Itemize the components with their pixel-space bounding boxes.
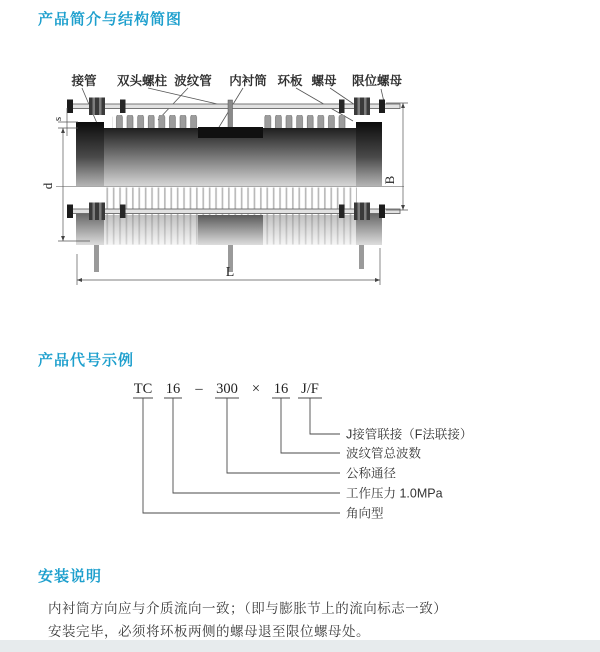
lower-middle-band: [198, 215, 263, 245]
stud-top-left: [120, 100, 126, 114]
center-stud-top: [228, 100, 233, 130]
dim-label-d: d: [40, 182, 55, 190]
inner-sleeve-band: [198, 127, 263, 138]
code-callout-lines: [133, 398, 340, 513]
code-token-conn: J/F: [301, 381, 319, 397]
code-token-waves: 16: [273, 381, 289, 397]
desc-wave-count: 波纹管总波数: [346, 446, 422, 461]
code-token-dash: –: [195, 381, 203, 397]
label-luomu: 螺母: [311, 74, 337, 88]
structure-diagram: [40, 58, 450, 300]
code-descriptions: [346, 427, 472, 521]
code-token-type: TC: [133, 381, 153, 397]
hanging-stud-left: [94, 245, 99, 272]
page-bottom-strip: [0, 640, 600, 652]
dim-label-s: s: [52, 116, 64, 122]
nut-top-left-outer: [67, 100, 73, 114]
label-jieguan: 接管: [71, 74, 97, 88]
section-title-code: 产品代号示例: [38, 352, 135, 369]
main-body: [76, 122, 382, 186]
desc-pressure: 工作压力 1.0MPa: [346, 486, 443, 501]
nut-block-top-left: [89, 98, 105, 116]
code-tokens: [134, 381, 319, 397]
section-title-install: 安装说明: [38, 568, 103, 585]
product-code-diagram: [0, 376, 600, 528]
label-xianweiluomu: 限位螺母: [351, 74, 403, 88]
label-shuangtouluozhu: 双头螺柱: [116, 74, 168, 88]
dim-B: [386, 103, 408, 210]
tie-rod-bottom: [70, 209, 400, 214]
desc-connection: J接管联接（F法联接）: [346, 427, 473, 442]
desc-type: 角向型: [346, 506, 384, 521]
end-cap-right: [356, 122, 382, 186]
part-labels: [70, 73, 402, 88]
label-neichentong: 内衬筒: [229, 74, 267, 88]
dim-label-B: B: [382, 175, 397, 185]
label-huanban: 环板: [277, 74, 303, 88]
ring-plate-top-right: [339, 100, 345, 114]
dim-label-L: L: [225, 265, 235, 280]
code-token-times: ×: [251, 381, 261, 397]
tie-rod-top: [67, 98, 400, 116]
code-token-dn: 300: [216, 381, 238, 397]
hanging-stud-right: [359, 245, 364, 269]
end-cap-left: [76, 122, 104, 186]
code-token-pressure: 16: [165, 381, 181, 397]
install-note-line2: 安装完毕，必须将环板两侧的螺母退至限位螺母处。: [48, 624, 370, 639]
nut-block-top-right: [354, 98, 370, 116]
lower-half: [67, 188, 400, 273]
label-bowenguan: 波纹管: [174, 74, 212, 88]
section-title-intro: 产品简介与结构简图: [38, 11, 183, 28]
install-notes: [48, 597, 447, 643]
install-note-line1: 内衬筒方向应与介质流向一致；（即与膨胀节上的流向标志一致）: [48, 601, 448, 616]
limit-nut-top-right: [379, 100, 385, 114]
desc-nominal-dia: 公称通径: [346, 466, 397, 481]
